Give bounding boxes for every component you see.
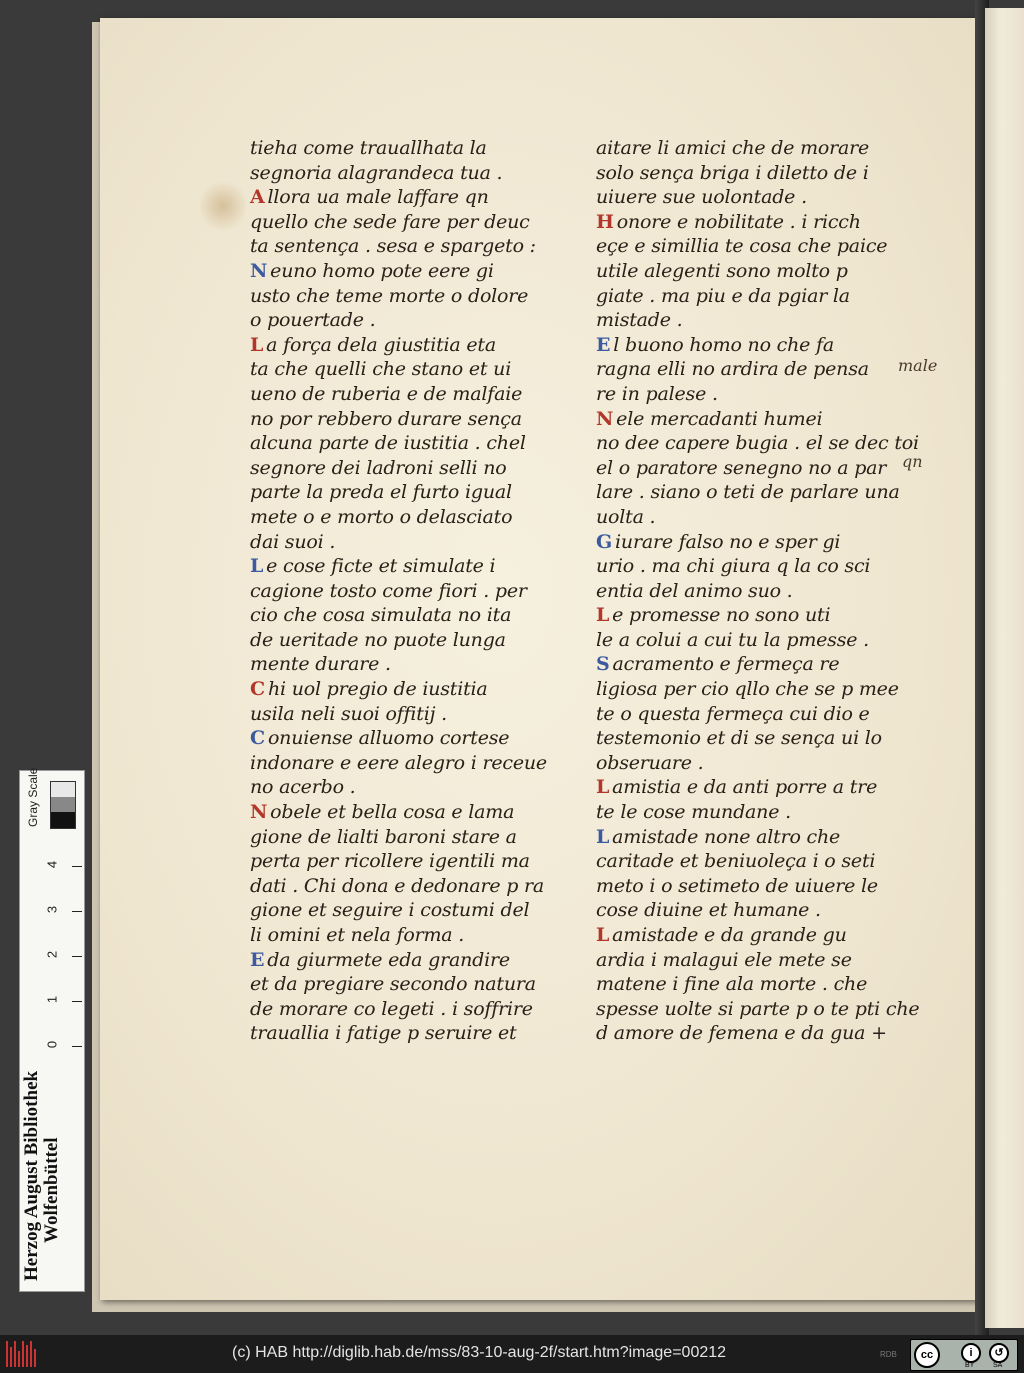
cm-ruler [44, 831, 82, 1131]
line-text: onuiense alluomo cortese [267, 727, 510, 750]
line-text: et da pregiare secondo natura [250, 973, 536, 996]
line-text: amistade e da grande gu [612, 924, 847, 946]
rubric-initial: L [596, 924, 610, 946]
color-scale-card [19, 767, 85, 1292]
manuscript-line [250, 702, 550, 727]
manuscript-line [250, 284, 550, 309]
line-text: cose diuine et humane . [596, 899, 821, 922]
manuscript-line [250, 333, 550, 358]
manuscript-line [596, 333, 896, 358]
line-text: parte la preda el furto igual [250, 481, 512, 504]
ruler-number-1: 1 [44, 995, 60, 1004]
manuscript-line [250, 997, 550, 1022]
manuscript-line [596, 480, 900, 505]
line-text: dati . Chi dona e dedonare p ra [250, 874, 545, 897]
line-text: usto che teme morte o dolore [250, 284, 529, 307]
line-text: gione de lialti baroni stare a [250, 825, 517, 848]
rubric-initial: S [596, 653, 610, 676]
gray-scale-swatch [50, 781, 76, 829]
line-text: de ueritade no puote lunga [250, 628, 506, 651]
manuscript-line [596, 775, 896, 800]
line-text: li omini et nela forma . [250, 924, 465, 946]
line-text: amistia e da anti porre a tre [612, 776, 878, 799]
line-text: a força dela giustitia eta [266, 333, 496, 356]
line-text: llora ua male laffare qn [267, 186, 489, 209]
ruler-number-2: 2 [44, 950, 60, 959]
cc-license-badge[interactable] [910, 1339, 1018, 1371]
manuscript-line [596, 210, 896, 235]
line-text: o pouertade . [250, 309, 376, 332]
line-text: alcuna parte de iustitia . chel [250, 432, 526, 455]
line-text: no acerbo . [250, 776, 356, 799]
text-column-left [250, 136, 550, 1046]
rubric-initial: L [596, 825, 610, 848]
line-text: trauallia i fatige p seruire et [250, 1022, 517, 1045]
rubric-initial: E [250, 948, 265, 971]
ruler-number-0: 0 [44, 1040, 60, 1049]
manuscript-line [250, 579, 550, 604]
manuscript-line [250, 603, 550, 628]
sa-icon: ↺ [989, 1343, 1009, 1363]
manuscript-line [250, 136, 550, 161]
manuscript-line [596, 825, 896, 850]
rubric-initial: G [596, 530, 613, 553]
line-text: amistade none altro che [612, 825, 841, 848]
manuscript-line [250, 505, 550, 530]
manuscript-line [596, 284, 896, 309]
rubric-initial: L [250, 333, 264, 356]
manuscript-line [596, 997, 920, 1022]
manuscript-line [596, 308, 896, 333]
line-text: caritade et beniuoleça i o seti [596, 850, 876, 873]
gray-scale-label: Gray Scale [26, 767, 40, 827]
manuscript-line [250, 407, 550, 432]
manuscript-line [596, 382, 896, 407]
manuscript-line [596, 259, 896, 284]
manuscript-line [596, 702, 896, 727]
manuscript-line [250, 161, 550, 186]
manuscript-line [250, 530, 550, 555]
manuscript-line [250, 677, 550, 702]
line-text: hi uol pregio de iustitia [267, 678, 488, 701]
page-stain [200, 178, 246, 234]
line-text: utile alegenti sono molto p [596, 259, 848, 282]
rubric-initial: C [250, 727, 265, 750]
manuscript-line [250, 1021, 550, 1046]
facing-page-edge [985, 8, 1024, 1328]
manuscript-line [596, 874, 896, 899]
manuscript-line [596, 898, 896, 923]
line-text: solo sença briga i diletto de i [596, 161, 869, 184]
manuscript-line [250, 948, 550, 973]
line-text: eçe e simillia te cosa che paice [596, 235, 888, 258]
manuscript-line [596, 652, 896, 677]
license-sa-label: SA [993, 1362, 1003, 1369]
manuscript-line [596, 505, 896, 530]
line-text: segnore dei ladroni selli no [250, 456, 507, 479]
manuscript-line [596, 603, 896, 628]
manuscript-line [250, 775, 550, 800]
line-text: uiuere sue uolontade . [596, 186, 807, 209]
line-text: matene i fine ala morte . che [596, 973, 868, 996]
by-icon: i [961, 1343, 981, 1363]
manuscript-line [596, 923, 896, 948]
line-text: el o paratore senegno no a par [596, 456, 887, 479]
manuscript-line [250, 726, 550, 751]
line-text: no dee capere bugia . el se dec toi [596, 432, 919, 455]
small-mark: RDB [880, 1350, 897, 1359]
line-text: e promesse no sono uti [612, 604, 831, 627]
manuscript-line [596, 357, 896, 382]
line-text: obseruare . [596, 751, 704, 774]
line-text: iurare falso no e sper gi [615, 530, 841, 553]
manuscript-line [250, 357, 550, 382]
manuscript-line [250, 874, 550, 899]
copyright-link[interactable]: (c) HAB http://diglib.hab.de/mss/83-10-aug-2f/start.htm?image=00212 [232, 1344, 727, 1361]
manuscript-line [596, 677, 899, 702]
rubric-initial: H [596, 210, 614, 233]
line-text: aitare li amici che de morare [596, 137, 870, 159]
line-text: obele et bella cosa e lama [270, 801, 515, 824]
manuscript-line [596, 530, 896, 555]
manuscript-line [250, 234, 550, 259]
cc-icon: cc [914, 1342, 940, 1368]
manuscript-line [596, 554, 896, 579]
manuscript-line [596, 407, 896, 432]
manuscript-line [596, 234, 896, 259]
manuscript-line [250, 849, 550, 874]
manuscript-line [596, 161, 896, 186]
manuscript-line [250, 431, 550, 456]
line-text: re in palese . [596, 382, 718, 405]
rubric-initial: L [596, 604, 610, 627]
line-text: ta che quelli che stano et ui [250, 358, 512, 381]
manuscript-line [250, 628, 550, 653]
manuscript-line [596, 628, 896, 653]
line-text: te le cose mundane . [596, 801, 791, 824]
line-text: d amore de femena e da gua + [596, 1022, 887, 1045]
manuscript-line [596, 800, 896, 825]
line-text: ardia i malagui ele mete se [596, 948, 852, 971]
manuscript-line [596, 579, 896, 604]
line-text: ta sentença . sesa e spargeto : [250, 235, 536, 258]
line-text: mistade . [596, 309, 683, 332]
line-text: tieha come trauallhata la [250, 137, 487, 159]
line-text: euno homo pote eere gi [270, 259, 494, 282]
manuscript-line [596, 849, 896, 874]
manuscript-line [250, 751, 550, 776]
manuscript-line [250, 382, 550, 407]
line-text: testemonio et di se sença ui lo [596, 727, 882, 750]
line-text: indonare e eere alegro i receue [250, 751, 547, 774]
line-text: gione et seguire i costumi del [250, 899, 530, 922]
margin-note-male: male [898, 356, 938, 375]
ruler-number-3: 3 [44, 905, 60, 914]
line-text: acramento e fermeça re [612, 653, 840, 676]
line-text: ele mercadanti humei [616, 407, 823, 430]
rubric-initial: A [250, 186, 265, 209]
manuscript-line [596, 972, 896, 997]
manuscript-line [250, 972, 550, 997]
library-name [22, 1071, 62, 1281]
manuscript-line [250, 923, 550, 948]
line-text: entia del animo suo . [596, 579, 793, 602]
manuscript-line [250, 308, 550, 333]
manuscript-line [250, 898, 550, 923]
manuscript-line [596, 751, 896, 776]
line-text: ueno de ruberia e de malfaie [250, 382, 523, 405]
rubric-initial: L [250, 555, 264, 578]
rubric-initial: N [250, 259, 268, 282]
hab-logo-icon [6, 1341, 38, 1367]
manuscript-line [596, 1021, 896, 1046]
manuscript-line [250, 480, 550, 505]
margin-note-qn: qn [902, 452, 923, 471]
line-text: da giurmete eda grandire [267, 948, 510, 971]
line-text: cio che cosa simulata no ita [250, 604, 512, 627]
line-text: mente durare . [250, 653, 391, 676]
manuscript-line [596, 948, 896, 973]
line-text: cagione tosto come fiori . per [250, 579, 527, 602]
line-text: lare . siano o teti de parlare una [596, 481, 900, 504]
line-text: l buono homo no che fa [613, 333, 834, 356]
manuscript-line [250, 800, 550, 825]
line-text: meto i o setimeto de uiuere le [596, 874, 878, 897]
line-text: perta per ricollere igentili ma [250, 850, 530, 873]
library-name-line1: Herzog August Bibliothek [21, 1070, 42, 1281]
rubric-initial: E [596, 333, 611, 356]
rubric-initial: N [250, 801, 268, 824]
line-text: e cose ficte et simulate i [266, 555, 496, 578]
line-text: te o questa fermeça cui dio e [596, 702, 870, 725]
line-text: mete o e morto o delasciato [250, 505, 513, 528]
line-text: le a colui a cui tu la pmesse . [596, 628, 870, 651]
footer-bar [0, 1335, 1024, 1373]
line-text: ligiosa per cio qllo che se p mee [596, 678, 899, 701]
manuscript-line [250, 554, 550, 579]
line-text: ragna elli no ardira de pensa [596, 358, 869, 381]
line-text: dai suoi . [250, 530, 336, 553]
rubric-initial: N [596, 407, 614, 430]
manuscript-line [596, 431, 919, 456]
line-text: onore e nobilitate . i ricch [616, 210, 861, 233]
line-text: usila neli suoi offitij . [250, 702, 447, 725]
manuscript-line [250, 652, 550, 677]
rubric-initial: C [250, 678, 265, 701]
line-text: quello che sede fare per deuc [250, 210, 530, 233]
manuscript-line [596, 456, 896, 481]
ruler-number-4: 4 [44, 860, 60, 869]
line-text: segnoria alagrandeca tua . [250, 161, 503, 184]
manuscript-line [250, 259, 550, 284]
license-by-label: BY [965, 1362, 975, 1369]
line-text: giate . ma piu e da pgiar la [596, 284, 850, 307]
manuscript-line [250, 210, 550, 235]
manuscript-line [596, 726, 896, 751]
line-text: urio . ma chi giura q la co sci [596, 555, 871, 578]
line-text: no por rebbero durare sença [250, 407, 522, 430]
line-text: de morare co legeti . i soffrire [250, 997, 533, 1020]
line-text: spesse uolte si parte p o te pti che [596, 997, 920, 1020]
rubric-initial: L [596, 776, 610, 799]
manuscript-line [596, 136, 896, 161]
manuscript-line [250, 185, 550, 210]
manuscript-line [596, 185, 896, 210]
manuscript-line [250, 825, 550, 850]
library-name-line2: Wolfenbüttel [41, 1137, 62, 1243]
manuscript-line [250, 456, 550, 481]
line-text: uolta . [596, 505, 656, 528]
